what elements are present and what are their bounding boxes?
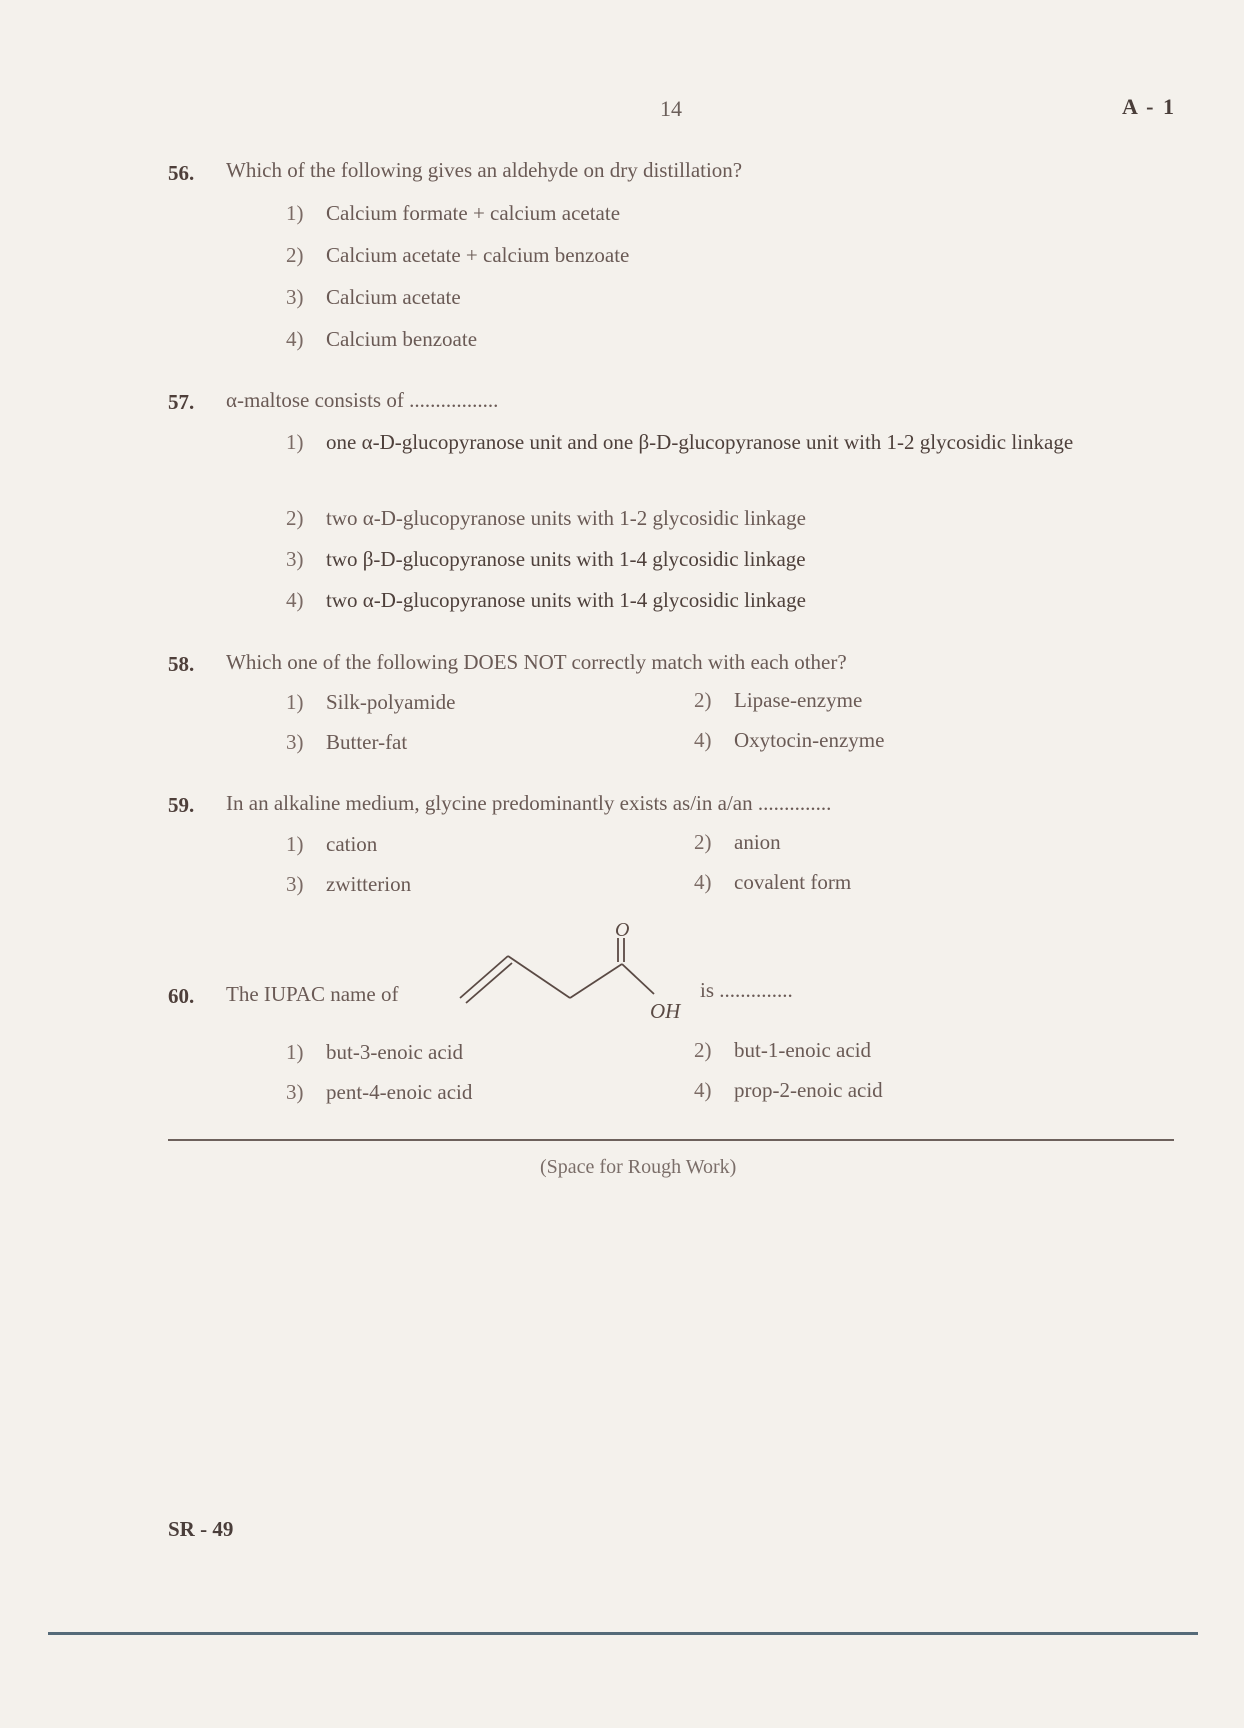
bond-double-1 [460, 956, 508, 998]
question-text-58: Which one of the following DOES NOT correctly match with each other? [226, 650, 847, 674]
option-58-2: 2) Lipase-enzyme [694, 688, 863, 712]
option-60-1: 1) but-3-enoic acid [286, 1040, 464, 1064]
bond-double-2 [466, 963, 512, 1003]
option-56-3: 3) Calcium acetate [286, 285, 461, 309]
question-number-60: 60. [168, 984, 195, 1008]
question-text-56: Which of the following gives an aldehyde on dry distillation? [226, 158, 743, 182]
option-57-1: 1) one α-D-glucopyranose unit and one β-D-glucopyranose unit with 1-2 glycosidic linkage [286, 430, 1074, 454]
option-57-4: 4) two α-D-glucopyranose units with 1-4 glycosidic linkage [286, 588, 806, 612]
rough-work-label: (Space for Rough Work) [540, 1156, 737, 1178]
question-number-58: 58. [168, 652, 195, 676]
option-59-3: 3) zwitterion [286, 872, 412, 896]
divider-line [168, 1139, 1174, 1141]
option-57-3: 3) two β-D-glucopyranose units with 1-4 glycosidic linkage [286, 547, 806, 571]
option-56-4: 4) Calcium benzoate [286, 327, 478, 351]
option-60-3: 3) pent-4-enoic acid [286, 1080, 473, 1104]
question-text-57: α-maltose consists of ................. [226, 388, 499, 412]
option-58-4: 4) Oxytocin-enzyme [694, 728, 885, 752]
option-60-4: 4) prop-2-enoic acid [694, 1078, 883, 1102]
option-56-1: 1) Calcium formate + calcium acetate [286, 201, 621, 225]
question-text-60-before: The IUPAC name of [226, 982, 399, 1006]
question-text-59: In an alkaline medium, glycine predominantly exists as/in a/an .............. [226, 791, 832, 815]
paper-code: A - 1 [1122, 94, 1176, 119]
hydroxyl-label: OH [650, 999, 681, 1023]
page-bottom-line [48, 1632, 1198, 1635]
option-58-3: 3) Butter-fat [286, 730, 408, 754]
page-number: 14 [660, 96, 682, 121]
question-text-60-after: is .............. [700, 978, 793, 1002]
option-58-1: 1) Silk-polyamide [286, 690, 456, 714]
option-60-2: 2) but-1-enoic acid [694, 1038, 872, 1062]
option-59-4: 4) covalent form [694, 870, 852, 894]
question-number-57: 57. [168, 390, 195, 414]
question-number-56: 56. [168, 161, 195, 185]
pent-4-enoic-acid-structure [456, 922, 716, 1032]
question-number-59: 59. [168, 793, 195, 817]
footer-code: SR - 49 [168, 1517, 234, 1541]
oxygen-label: O [615, 922, 630, 941]
option-56-2: 2) Calcium acetate + calcium benzoate [286, 243, 630, 267]
option-57-2: 2) two α-D-glucopyranose units with 1-2 glycosidic linkage [286, 506, 806, 530]
option-59-2: 2) anion [694, 830, 781, 854]
option-59-1: 1) cation [286, 832, 378, 856]
